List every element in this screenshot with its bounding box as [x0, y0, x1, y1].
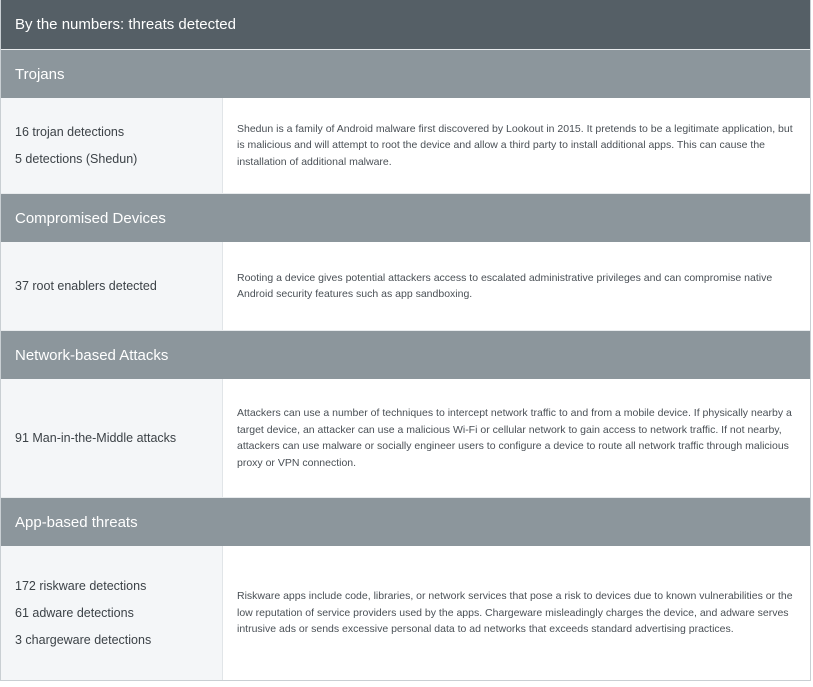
section-row-trojans — [1, 98, 810, 193]
stat-item: 91 Man-in-the-Middle attacks — [15, 430, 177, 445]
stat-item: 3 chargeware detections — [15, 632, 152, 647]
stats-cell — [1, 242, 223, 330]
description-cell — [223, 546, 810, 680]
stats-cell — [1, 98, 223, 193]
section-row-app-threats — [1, 546, 810, 681]
section-header-network-attacks: Network-based Attacks — [1, 330, 810, 379]
section-header-trojans: Trojans — [1, 49, 810, 98]
stat-item: 172 riskware detections — [15, 578, 147, 593]
section-header-compromised-devices: Compromised Devices — [1, 193, 810, 242]
section-row-compromised-devices — [1, 242, 810, 330]
stat-item: 16 trojan detections — [15, 124, 125, 139]
stat-item: 37 root enablers detected — [15, 278, 157, 293]
description-cell — [223, 242, 810, 330]
description-text: Attackers can use a number of techniques to intercept network traffic to and from a mobile device. If physically nearby a target device, an attacker can use a malicious Wi-Fi or cellular network to gain access to network traffic. If not nearby, attackers can use malware or socially engineer users to configure a device to route all network traffic through malicious proxy or VPN connection. — [237, 407, 792, 469]
description-cell — [223, 98, 810, 193]
description-text: Riskware apps include code, libraries, or network services that pose a risk to devices due to known vulnerabilities or the low reputation of service providers used by the apps. Chargeware misleadingly charges the device, and adware serves intrusive ads or sends excessive personal data to ad networks that exceeds standard advertising practices. — [237, 590, 793, 636]
description-text: Rooting a device gives potential attackers access to escalated administrative privileges and can compromise native Android security features such as app sandboxing. — [237, 271, 773, 300]
section-header-app-threats: App-based threats — [1, 497, 810, 546]
section-row-network-attacks — [1, 379, 810, 497]
description-text: Shedun is a family of Android malware first discovered by Lookout in 2015. It pretends to be a legitimate application, but is malicious and will attempt to root the device and allow a third party to install additional apps. This can cause the installation of additional malware. — [237, 122, 793, 168]
stat-item: 61 adware detections — [15, 605, 134, 620]
stat-item: 5 detections (Shedun) — [15, 151, 138, 166]
description-cell — [223, 379, 810, 497]
stats-cell — [1, 379, 223, 497]
stats-cell — [1, 546, 223, 680]
table-title: By the numbers: threats detected — [1, 0, 810, 49]
